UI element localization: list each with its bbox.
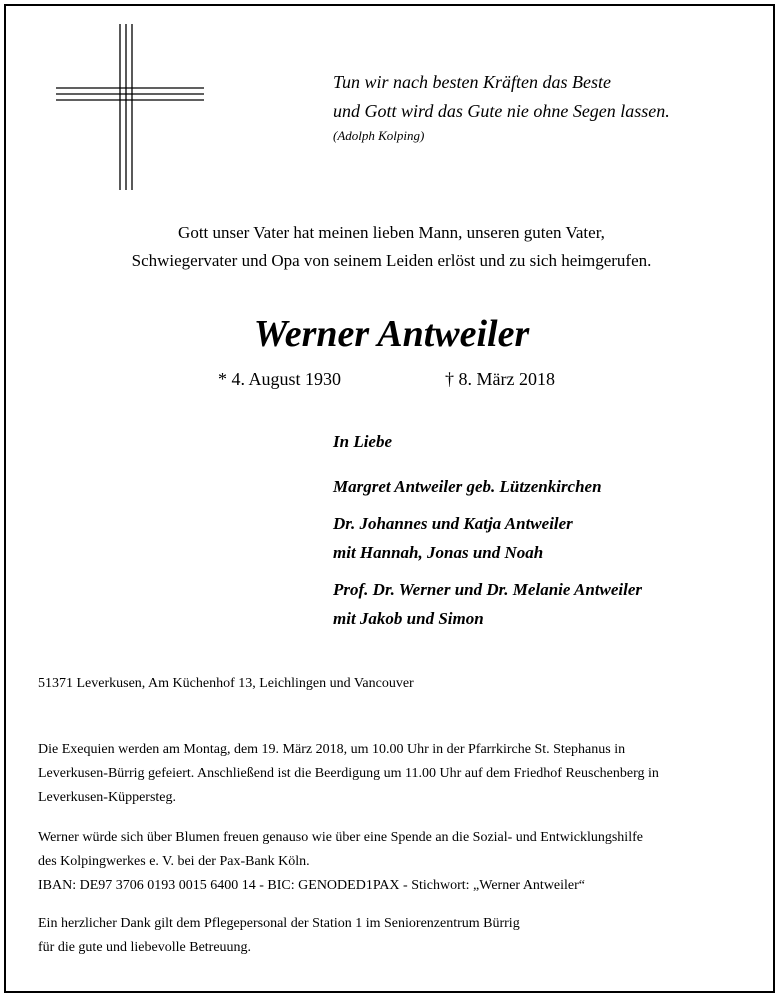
mourner-line: mit Jakob und Simon	[333, 609, 484, 628]
exequien-paragraph	[38, 738, 748, 810]
paragraph-line: Ein herzlicher Dank gilt dem Pflegepersonal der Station 1 im Seniorenzentrum Bürrig	[38, 916, 520, 931]
mourner-line: Prof. Dr. Werner und Dr. Melanie Antweiler	[333, 580, 643, 599]
thanks-paragraph	[38, 912, 748, 960]
death-date: † 8. März 2018	[445, 369, 555, 389]
bank-details: IBAN: DE97 3706 0193 0015 6400 14 - BIC: GENODED1PAX - Stichwort: „Werner Antweiler“	[38, 878, 586, 893]
paragraph-line: des Kolpingwerkes e. V. bei der Pax-Bank Köln.	[38, 854, 310, 869]
paragraph-line: Leverkusen-Bürrig gefeiert. Anschließend ist die Beerdigung um 11.00 Uhr auf dem Friedhof Reuschenberg in	[38, 766, 659, 781]
cross-icon	[56, 24, 206, 194]
paragraph-line: Werner würde sich über Blumen freuen genauso wie über eine Spende an die Sozial- und Entwicklungshilfe	[38, 830, 643, 845]
intro-line: Schwiegervater und Opa von seinem Leiden erlöst und zu sich heimgerufen.	[131, 251, 652, 270]
mourner-line: mit Hannah, Jonas und Noah	[333, 543, 544, 562]
mourners-heading: In Liebe	[333, 432, 393, 451]
intro-line: Gott unser Vater hat meinen lieben Mann, unseren guten Vater,	[178, 223, 605, 242]
donation-paragraph	[38, 826, 748, 898]
paragraph-line: Leverkusen-Küppersteg.	[38, 790, 177, 805]
quote-block	[333, 68, 670, 146]
paragraph-line: Die Exequien werden am Montag, dem 19. März 2018, um 10.00 Uhr in der Pfarrkirche St. Stephanus in	[38, 742, 626, 757]
mourner-line: Dr. Johannes und Katja Antweiler	[333, 514, 573, 533]
quote-line: Tun wir nach besten Kräften das Beste	[333, 72, 611, 92]
mourners-list	[333, 427, 642, 633]
quote-line: und Gott wird das Gute nie ohne Segen lassen.	[333, 101, 670, 121]
quote-author: (Adolph Kolping)	[333, 128, 425, 143]
paragraph-line: für die gute und liebevolle Betreuung.	[38, 940, 252, 955]
intro-text	[0, 219, 783, 275]
mourner-line: Margret Antweiler geb. Lützenkirchen	[333, 477, 602, 496]
deceased-name: Werner Antweiler	[253, 313, 530, 355]
family-address: 51371 Leverkusen, Am Küchenhof 13, Leichlingen und Vancouver	[38, 676, 414, 691]
birth-date: * 4. August 1930	[218, 369, 342, 389]
